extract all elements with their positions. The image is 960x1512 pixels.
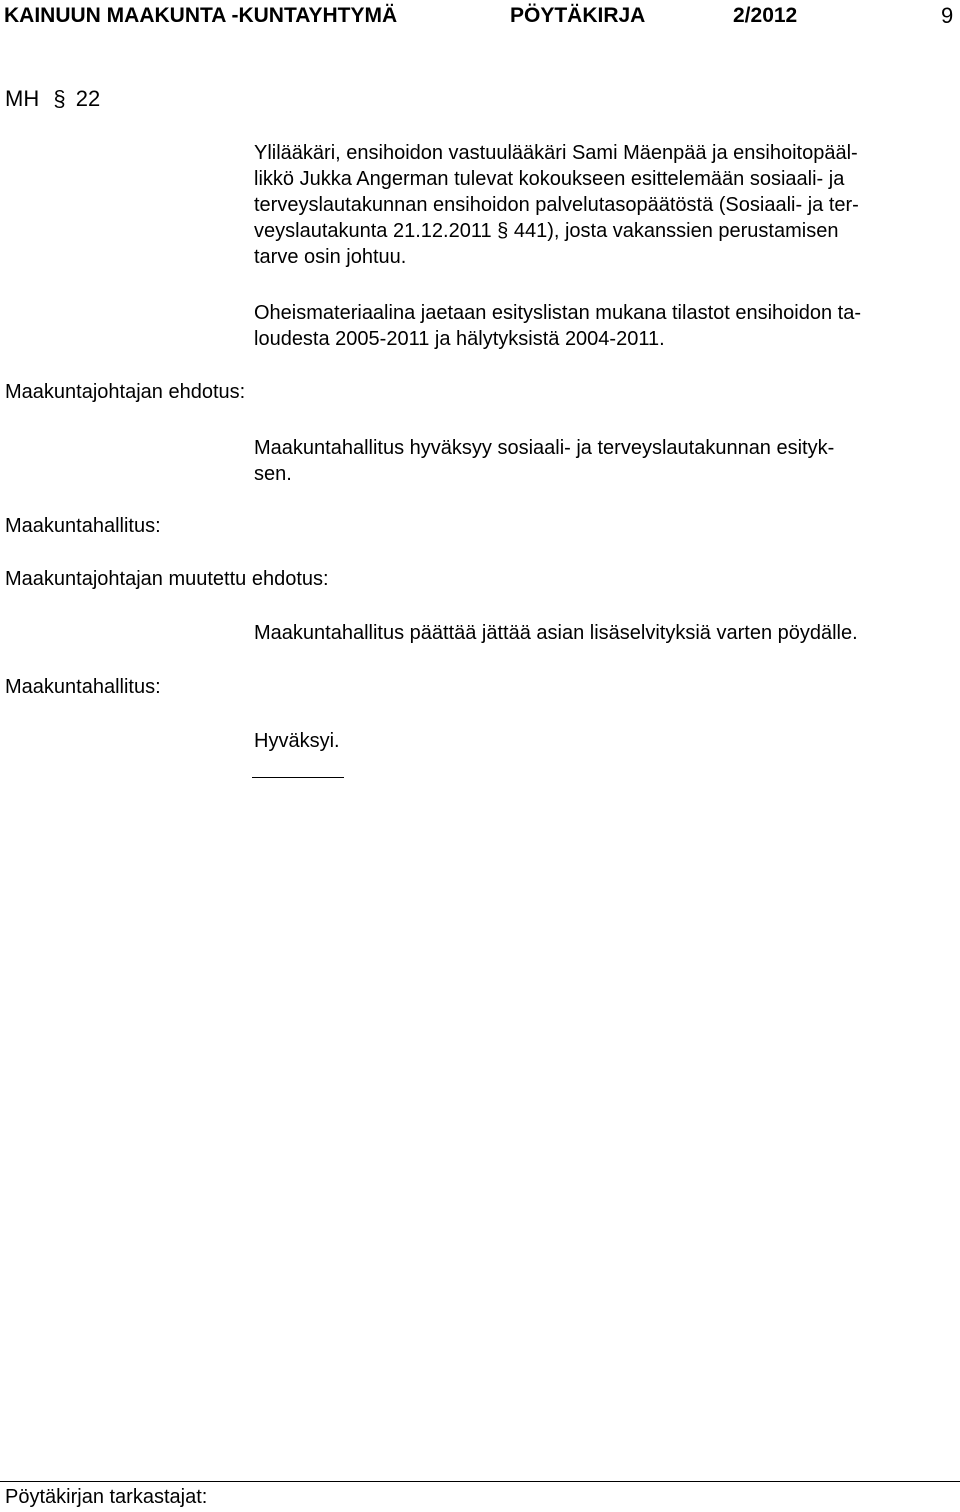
label-director-modified-proposal: Maakuntajohtajan muutettu ehdotus: [5,568,329,590]
modified-proposal-text: Maakuntahallitus päättää jättää asian lisäselvityksiä varten pöydälle. [254,622,858,644]
section-number: 22 [75,86,101,111]
proposal-line: sen. [254,463,292,485]
footer-reviewers-label: Pöytäkirjan tarkastajat: [5,1486,208,1508]
header-organization: KAINUUN MAAKUNTA -KUNTAYHTYMÄ [4,4,398,27]
decision-text: Hyväksyi. [254,730,340,752]
header-issue: 2/2012 [733,4,798,27]
intro-line: tarve osin johtuu. [254,246,407,268]
label-board-2: Maakuntahallitus: [5,676,161,698]
proposal-paragraph [254,435,954,487]
label-board-1: Maakuntahallitus: [5,515,161,537]
intro-paragraph [254,140,954,270]
section-ref [5,86,100,112]
proposal-line: Maakuntahallitus hyväksyy sosiaali- ja terveyslautakunnan esityk- [254,437,835,459]
intro-line: likkö Jukka Angerman tulevat kokoukseen esittelemään sosiaali- ja [254,168,845,190]
section-symbol: § [53,86,66,111]
attachment-line: loudesta 2005-2011 ja hälytyksistä 2004-2011. [254,328,665,350]
decision-underline [252,777,344,778]
attachment-paragraph [254,300,954,352]
intro-line: Ylilääkäri, ensihoidon vastuulääkäri Sami Mäenpää ja ensihoitopääl- [254,142,858,164]
section-body: MH [5,86,40,111]
header-doc-type: PÖYTÄKIRJA [510,4,646,27]
attachment-line: Oheismateriaalina jaetaan esityslistan mukana tilastot ensihoidon ta- [254,302,862,324]
intro-line: veyslautakunta 21.12.2011 § 441), josta vakanssien perustamisen [254,220,839,242]
label-director-proposal: Maakuntajohtajan ehdotus: [5,381,246,403]
intro-line: terveyslautakunnan ensihoidon palvelutasopäätöstä (Sosiaali- ja ter- [254,194,859,216]
footer-divider [0,1481,960,1482]
page-number: 9 [941,3,954,28]
